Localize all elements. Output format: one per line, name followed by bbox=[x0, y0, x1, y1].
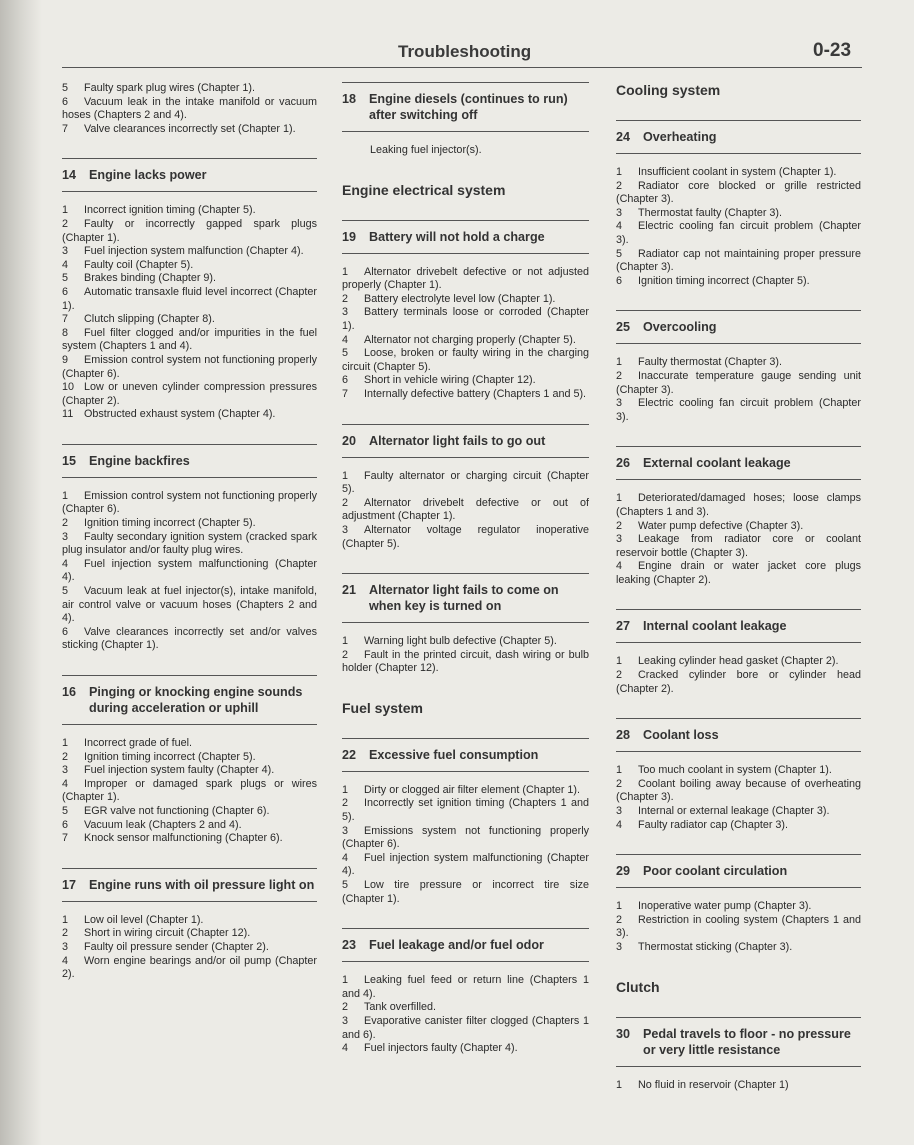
section-heading-27: 27 Internal coolant leakage bbox=[616, 609, 861, 643]
section-25-list bbox=[616, 356, 861, 424]
group-heading-cooling: Cooling system bbox=[616, 82, 721, 98]
list-item: 1 Emission control system not functioning properly (Chapter 6). bbox=[62, 489, 317, 516]
list-item: 2 Alternator drivebelt defective or out of adjustment (Chapter 1). bbox=[342, 496, 589, 523]
list-item: 5 Faulty spark plug wires (Chapter 1). bbox=[62, 82, 256, 94]
list-item: 3 Evaporative canister filter clogged (Chapters 1 and 6). bbox=[342, 1015, 589, 1041]
list-item: 7 Internally defective battery (Chapters 1 and 5). bbox=[342, 387, 587, 400]
list-item: 4 Engine drain or water jacket core plugs leaking (Chapter 2). bbox=[616, 560, 861, 586]
list-item: 2 Faulty or incorrectly gapped spark plugs (Chapter 1). bbox=[62, 217, 317, 244]
group-heading-clutch: Clutch bbox=[616, 978, 660, 995]
column-2 bbox=[342, 82, 589, 1056]
list-item: 7 Valve clearances incorrectly set (Chapter 1). bbox=[62, 122, 296, 135]
column-1 bbox=[62, 82, 317, 982]
section-24-list bbox=[616, 166, 861, 288]
list-item: 1 Dirty or clogged air filter element (Chapter 1). bbox=[342, 783, 581, 796]
list-item: 11 Obstructed exhaust system (Chapter 4). bbox=[62, 408, 276, 421]
list-item: 3 Leakage from radiator core or coolant reservoir bottle (Chapter 3). bbox=[616, 533, 861, 559]
list-item: 2 Ignition timing incorrect (Chapter 5). bbox=[62, 517, 256, 530]
section-heading-17: 17 Engine runs with oil pressure light on bbox=[62, 868, 317, 902]
list-item: 3 Fuel injection system faulty (Chapter 4). bbox=[62, 764, 275, 777]
list-item: 5 Brakes binding (Chapter 9). bbox=[62, 272, 217, 285]
list-item: 1 Leaking fuel feed or return line (Chapters 1 and 4). bbox=[342, 974, 589, 1000]
book-spine-shadow bbox=[0, 0, 42, 1145]
list-item: 4 Improper or damaged spark plugs or wires (Chapter 1). bbox=[62, 777, 317, 804]
list-item: 1 Incorrect grade of fuel. bbox=[62, 737, 193, 749]
list-item: 6 Ignition timing incorrect (Chapter 5). bbox=[616, 274, 810, 287]
list-item: 2 Battery electrolyte level low (Chapter 1). bbox=[342, 292, 556, 305]
list-item: 1 Inoperative water pump (Chapter 3). bbox=[616, 900, 812, 913]
list-item: 6 Automatic transaxle fluid level incorrect (Chapter 1). bbox=[62, 285, 317, 312]
column-3 bbox=[616, 82, 861, 1092]
section-16-list bbox=[62, 737, 317, 846]
section-heading-19: 19 Battery will not hold a charge bbox=[342, 220, 589, 254]
list-item: 4 Fuel injection system malfunctioning (Chapter 4). bbox=[342, 851, 589, 878]
list-item: 5 Radiator cap not maintaining proper pressure (Chapter 3). bbox=[616, 247, 861, 274]
list-item: 4 Faulty coil (Chapter 5). bbox=[62, 258, 194, 271]
section-heading-15: 15 Engine backfires bbox=[62, 444, 317, 478]
list-item: 2 Cracked cylinder bore or cylinder head (Chapter 2). bbox=[616, 669, 861, 695]
list-item: 10 Low or uneven cylinder compression pressures (Chapter 2). bbox=[62, 381, 317, 407]
list-item: 2 Short in wiring circuit (Chapter 12). bbox=[62, 927, 251, 940]
section-heading-26: 26 External coolant leakage bbox=[616, 446, 861, 480]
section-14-list bbox=[62, 204, 317, 422]
section-28-list bbox=[616, 764, 861, 832]
list-item: 3 Faulty oil pressure sender (Chapter 2). bbox=[62, 940, 269, 953]
list-item: 8 Fuel filter clogged and/or impurities in the fuel system (Chapters 1 and 4). bbox=[62, 326, 317, 353]
section-29-list bbox=[616, 900, 861, 954]
section-17-list bbox=[62, 914, 317, 982]
list-item: 1 Incorrect ignition timing (Chapter 5). bbox=[62, 204, 256, 217]
section-26-list bbox=[616, 492, 861, 587]
section-heading-23: 23 Fuel leakage and/or fuel odor bbox=[342, 928, 589, 962]
list-item: 1 Faulty thermostat (Chapter 3). bbox=[616, 356, 783, 369]
list-item: 2 Coolant boiling away because of overheating (Chapter 3). bbox=[616, 777, 861, 804]
list-item: 3 Fuel injection system malfunction (Chapter 4). bbox=[62, 245, 304, 258]
list-item: 3 Electric cooling fan circuit problem (Chapter 3). bbox=[616, 397, 861, 423]
list-item: 4 Fuel injectors faulty (Chapter 4). bbox=[342, 1042, 518, 1055]
list-item: 1 Leaking cylinder head gasket (Chapter 2). bbox=[616, 655, 839, 668]
section-21-list bbox=[342, 635, 589, 676]
list-item: 3 Internal or external leakage (Chapter 3). bbox=[616, 805, 830, 818]
section-heading-16: 16 Pinging or knocking engine sounds during acceleration or uphill bbox=[62, 675, 317, 725]
list-item: 2 Inaccurate temperature gauge sending unit (Chapter 3). bbox=[616, 369, 861, 396]
section-20-list bbox=[342, 470, 589, 552]
list-item: 2 Ignition timing incorrect (Chapter 5). bbox=[62, 750, 256, 763]
section-heading-24: 24 Overheating bbox=[616, 120, 861, 154]
section-19-list bbox=[342, 266, 589, 402]
list-item: 2 Water pump defective (Chapter 3). bbox=[616, 519, 804, 532]
list-item: 6 Vacuum leak in the intake manifold or vacuum hoses (Chapters 2 and 4). bbox=[62, 95, 317, 122]
list-item: 3 Battery terminals loose or corroded (Chapter 1). bbox=[342, 306, 589, 332]
list-item: 2 Tank overfilled. bbox=[342, 1001, 437, 1014]
list-item: 6 Valve clearances incorrectly set and/or valves sticking (Chapter 1). bbox=[62, 625, 317, 652]
list-item: 5 Low tire pressure or incorrect tire size (Chapter 1). bbox=[342, 879, 589, 905]
list-item: 6 Vacuum leak (Chapters 2 and 4). bbox=[62, 818, 242, 831]
list-item: 1 Insufficient coolant in system (Chapter 1). bbox=[616, 166, 837, 178]
section-heading-14: 14 Engine lacks power bbox=[62, 158, 317, 192]
list-item: 9 Emission control system not functioning properly (Chapter 6). bbox=[62, 353, 317, 380]
section-heading-22: 22 Excessive fuel consumption bbox=[342, 738, 589, 772]
section-23-list bbox=[342, 974, 589, 1056]
intro-list bbox=[62, 82, 317, 136]
page-number: 0-23 bbox=[813, 40, 852, 61]
page-header-title: Troubleshooting bbox=[398, 42, 532, 61]
list-item: 2 Incorrectly set ignition timing (Chapters 1 and 5). bbox=[342, 797, 589, 824]
list-item: 4 Electric cooling fan circuit problem (Chapter 3). bbox=[616, 220, 861, 246]
header-rule bbox=[62, 67, 862, 68]
group-heading-electrical: Engine electrical system bbox=[342, 181, 506, 198]
list-item: 2 Fault in the printed circuit, dash wiring or bulb holder (Chapter 12). bbox=[342, 648, 589, 675]
section-30-list bbox=[616, 1079, 861, 1093]
list-item: 5 Vacuum leak at fuel injector(s), intake manifold, air control valve or vacuum hoses (Chapters 2 and 4). bbox=[62, 585, 317, 625]
list-item: 2 Radiator core blocked or grille restricted (Chapter 3). bbox=[616, 179, 861, 206]
list-item: 1 Warning light bulb defective (Chapter 5). bbox=[342, 635, 557, 648]
list-item: 7 Clutch slipping (Chapter 8). bbox=[62, 313, 215, 326]
list-item: 7 Knock sensor malfunctioning (Chapter 6). bbox=[62, 832, 283, 845]
list-item: 2 Restriction in cooling system (Chapters 1 and 3). bbox=[616, 913, 861, 940]
list-item: 5 Loose, broken or faulty wiring in the charging circuit (Chapter 5). bbox=[342, 347, 589, 373]
list-item: 4 Faulty radiator cap (Chapter 3). bbox=[616, 818, 789, 831]
section-heading-25: 25 Overcooling bbox=[616, 310, 861, 344]
list-item: 4 Fuel injection system malfunctioning (Chapter 4). bbox=[62, 557, 317, 584]
list-item: 6 Short in vehicle wiring (Chapter 12). bbox=[342, 374, 536, 387]
section-heading-29: 29 Poor coolant circulation bbox=[616, 854, 861, 888]
list-item: 1 Too much coolant in system (Chapter 1). bbox=[616, 764, 832, 777]
list-item: 1 Deteriorated/damaged hoses; loose clamps (Chapters 1 and 3). bbox=[616, 492, 861, 518]
list-item: 4 Alternator not charging properly (Chapter 5). bbox=[342, 333, 576, 346]
list-item: 3 Alternator voltage regulator inoperative (Chapter 5). bbox=[342, 523, 589, 550]
list-item: 3 Emissions system not functioning properly (Chapter 6). bbox=[342, 824, 589, 851]
section-heading-21: 21 Alternator light fails to come on when key is turned on bbox=[342, 573, 589, 623]
list-item: 4 Worn engine bearings and/or oil pump (Chapter 2). bbox=[62, 954, 317, 981]
list-item: 1 Low oil level (Chapter 1). bbox=[62, 913, 204, 926]
section-18-text: Leaking fuel injector(s). bbox=[370, 144, 482, 156]
section-27-list bbox=[616, 655, 861, 696]
list-item: 1 No fluid in reservoir (Chapter 1) bbox=[616, 1078, 789, 1091]
list-item: 3 Thermostat sticking (Chapter 3). bbox=[616, 941, 793, 953]
section-15-list bbox=[62, 490, 317, 653]
list-item: 5 EGR valve not functioning (Chapter 6). bbox=[62, 804, 270, 817]
section-heading-30: 30 Pedal travels to floor - no pressure or very little resistance bbox=[616, 1017, 861, 1067]
section-22-list bbox=[342, 784, 589, 906]
section-heading-20: 20 Alternator light fails to go out bbox=[342, 424, 589, 458]
list-item: 1 Faulty alternator or charging circuit (Chapter 5). bbox=[342, 469, 589, 496]
section-heading-28: 28 Coolant loss bbox=[616, 718, 861, 752]
list-item: 3 Faulty secondary ignition system (cracked spark plug insulator and/or faulty plug wires. bbox=[62, 530, 317, 557]
list-item: 1 Alternator drivebelt defective or not adjusted properly (Chapter 1). bbox=[342, 265, 589, 292]
section-heading-18: 18 Engine diesels (continues to run) after switching off bbox=[342, 82, 589, 132]
group-heading-fuel: Fuel system bbox=[342, 699, 423, 716]
list-item: 3 Thermostat faulty (Chapter 3). bbox=[616, 206, 783, 219]
